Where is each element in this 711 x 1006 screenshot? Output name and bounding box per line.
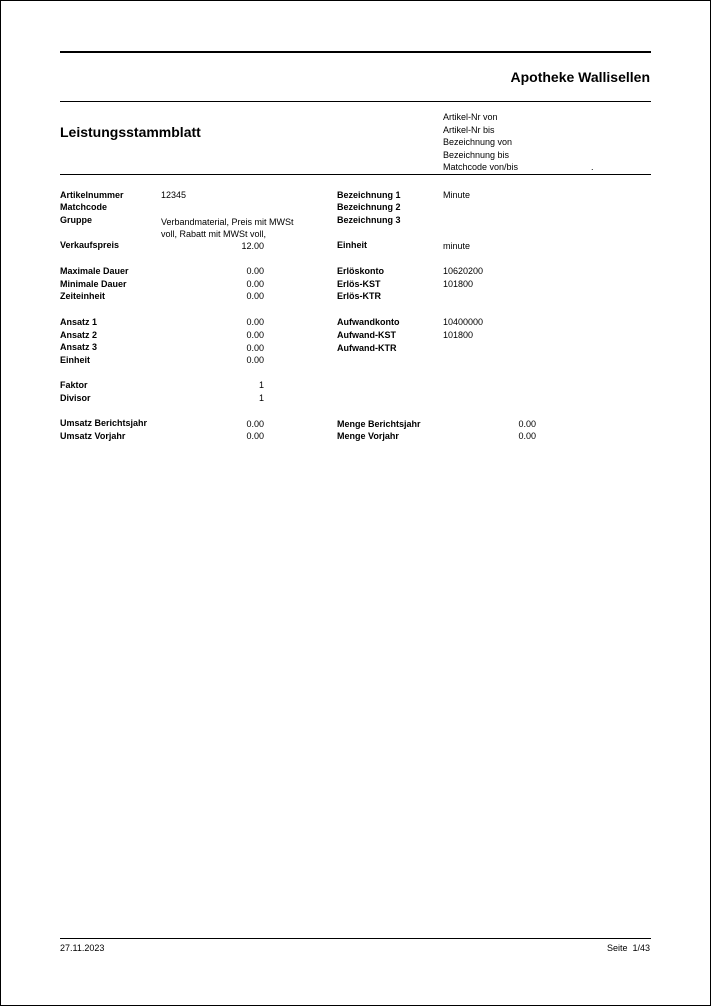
- erloes-kst-value: 101800: [443, 279, 474, 289]
- ansatz3-label: Ansatz 3: [60, 342, 98, 352]
- max-dauer-value: 0.00: [246, 266, 264, 276]
- filter-artikel-nr-bis: Artikel-Nr bis: [443, 124, 495, 135]
- ansatz3-value: 0.00: [246, 343, 264, 353]
- aufwand-kst-label: Aufwand-KST: [337, 330, 396, 340]
- umsatz-vj-label: Umsatz Vorjahr: [60, 431, 126, 441]
- filter-bezeichnung-von: Bezeichnung von: [443, 137, 513, 148]
- umsatz-bj-label: Umsatz Berichtsjahr: [60, 418, 148, 428]
- ansatz1-label: Ansatz 1: [60, 317, 98, 327]
- matchcode-label: Matchcode: [60, 202, 108, 212]
- min-dauer-value: 0.00: [246, 279, 264, 289]
- menge-bj-label: Menge Berichtsjahr: [337, 419, 421, 429]
- filter-artikel-nr-von: Artikel-Nr von: [443, 112, 498, 122]
- ansatz1-value: 0.00: [246, 317, 264, 327]
- bez1-value: Minute: [443, 190, 471, 200]
- verkaufspreis-value: 12.00: [241, 241, 264, 251]
- verkaufspreis-label: Verkaufspreis: [60, 240, 120, 250]
- artikelnummer-value: 12345: [161, 190, 187, 200]
- gruppe-value: Verbandmaterial, Preis mit MWSt voll, Rabatt mit MWSt voll,: [161, 217, 294, 239]
- filter-list: [443, 111, 518, 174]
- zeiteinheit-label: Zeiteinheit: [60, 291, 106, 301]
- filter-mark: .: [591, 162, 594, 172]
- max-dauer-label: Maximale Dauer: [60, 266, 129, 276]
- footer-rule: [60, 938, 651, 939]
- bez3-label: Bezeichnung 3: [337, 215, 401, 225]
- section-rule: [60, 174, 651, 175]
- einheit-right-value: minute: [443, 241, 471, 251]
- umsatz-vj-value: 0.00: [246, 431, 264, 441]
- aufwandkonto-value: 10400000: [443, 317, 484, 327]
- divisor-value: 1: [258, 393, 264, 403]
- einheit-right-label: Einheit: [337, 240, 368, 250]
- bez1-label: Bezeichnung 1: [337, 190, 401, 200]
- erloeskonto-label: Erlöskonto: [337, 266, 385, 276]
- menge-vj-value: 0.00: [518, 431, 536, 441]
- aufwand-ktr-label: Aufwand-KTR: [337, 343, 397, 353]
- menge-bj-value: 0.00: [518, 419, 536, 429]
- erloes-ktr-label: Erlös-KTR: [337, 291, 382, 301]
- artikelnummer-label: Artikelnummer: [60, 190, 124, 200]
- page-number: 1/43: [632, 943, 650, 953]
- menge-vj-label: Menge Vorjahr: [337, 431, 399, 441]
- page-title: Leistungsstammblatt: [60, 124, 201, 140]
- ansatz2-label: Ansatz 2: [60, 330, 98, 340]
- einheit-left-value: 0.00: [246, 355, 264, 365]
- divisor-label: Divisor: [60, 393, 91, 403]
- faktor-label: Faktor: [60, 380, 88, 390]
- aufwandkonto-label: Aufwandkonto: [337, 317, 400, 327]
- footer-page: [607, 943, 650, 953]
- gruppe-label: Gruppe: [60, 215, 93, 225]
- header-rule: [60, 101, 651, 102]
- bez2-label: Bezeichnung 2: [337, 202, 401, 212]
- einheit-left-label: Einheit: [60, 355, 91, 365]
- faktor-value: 1: [258, 380, 264, 390]
- erloeskonto-value: 10620200: [443, 266, 484, 276]
- min-dauer-label: Minimale Dauer: [60, 279, 127, 289]
- ansatz2-value: 0.00: [246, 330, 264, 340]
- company-name: Apotheke Wallisellen: [510, 69, 650, 85]
- page-label: Seite: [606, 943, 628, 953]
- erloes-kst-label: Erlös-KST: [337, 279, 381, 289]
- aufwand-kst-value: 101800: [443, 330, 474, 340]
- filter-matchcode: Matchcode von/bis: [443, 162, 519, 173]
- filter-bezeichnung-bis: Bezeichnung bis: [443, 149, 510, 160]
- footer-date: 27.11.2023: [60, 943, 105, 953]
- umsatz-bj-value: 0.00: [246, 419, 264, 429]
- top-rule: [60, 51, 651, 53]
- zeiteinheit-value: 0.00: [246, 291, 264, 301]
